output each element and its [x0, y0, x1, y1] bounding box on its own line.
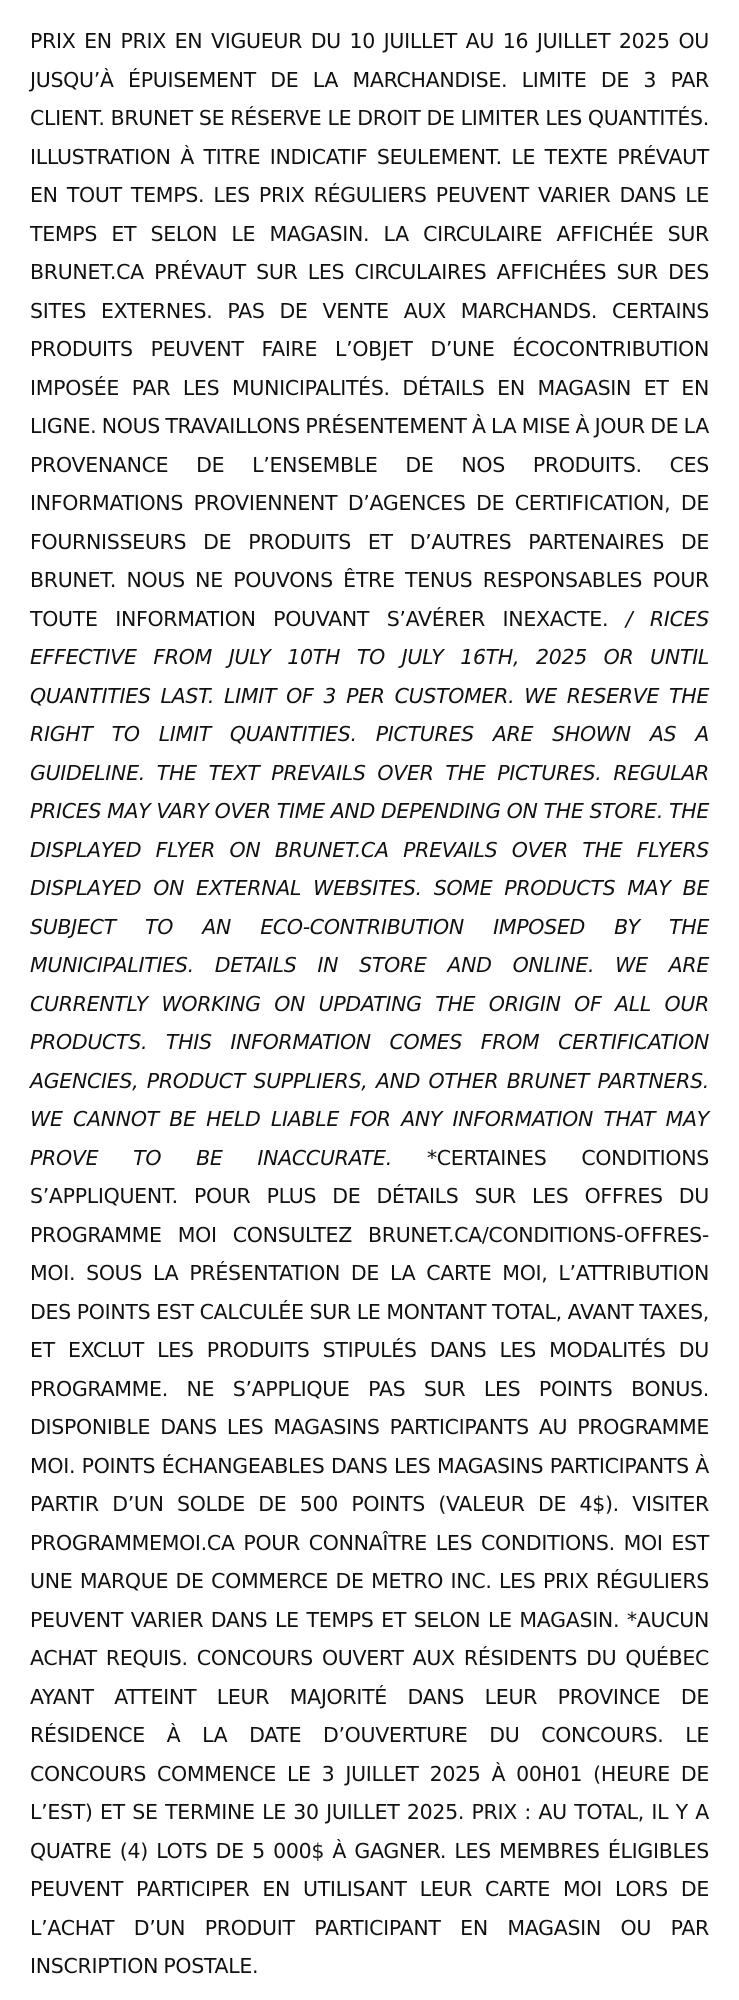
legal-fr-contest: *AUCUN ACHAT REQUIS. CONCOURS OUVERT AUX RÉSIDENTS DU QUÉBEC AYANT ATTEINT LEUR MAJORITÉ DANS LEUR PROVINCE DE RÉSIDENCE À LA DATE D’OUVERTURE DU CONCOURS. LE CONCOURS COMMENCE LE 3 JUILLET 2025 À 00H01 (HEURE DE L’EST) ET SE TERMINE LE 30 JUILLET 2025. PRIX : AU TOTAL, IL Y A QUATRE (4) LOTS DE 5 000$ À GAGNER. LES MEMBRES ÉLIGIBLES PEUVENT PARTICIPER EN UTILISANT LEUR CARTE MOI LORS DE L’ACHAT D’UN PRODUIT PARTICIPANT EN MAGASIN OU PAR INSCRIPTION POSTALE.	[30, 1607, 709, 1978]
legal-en-prices: / RICES EFFECTIVE FROM JULY 10TH TO JULY 16TH, 2025 OR UNTIL QUANTITIES LAST. LIMIT OF 3 PER CUSTOMER. WE RESERVE THE RIGHT TO LIMIT QUANTITIES. PICTURES ARE SHOWN AS A GUIDELINE. THE TEXT PREVAILS OVER THE PICTURES. REGULAR PRICES MAY VARY OVER TIME AND DEPENDING ON THE STORE. THE DISPLAYED FLYER ON BRUNET.CA PREVAILS OVER THE FLYERS DISPLAYED ON EXTERNAL WEBSITES. SOME PRODUCTS MAY BE SUBJECT TO AN ECO-CONTRIBUTION IMPOSED BY THE MUNICIPALITIES. DETAILS IN STORE AND ONLINE. WE ARE CURRENTLY WORKING ON UPDATING THE ORIGIN OF ALL OUR PRODUCTS. THIS INFORMATION COMES FROM CERTIFICATION AGENCIES, PRODUCT SUPPLIERS, AND OTHER BRUNET PARTNERS. WE CANNOT BE HELD LIABLE FOR ANY INFORMATION THAT MAY PROVE TO BE INACCURATE.	[30, 606, 709, 1170]
legal-fr-prices: PRIX EN PRIX EN VIGUEUR DU 10 JUILLET AU 16 JUILLET 2025 OU JUSQU’À ÉPUISEMENT DE LA MARCHANDISE. LIMITE DE 3 PAR CLIENT. BRUNET SE RÉSERVE LE DROIT DE LIMITER LES QUANTITÉS. ILLUSTRATION À TITRE INDICATIF SEULEMENT. LE TEXTE PRÉVAUT EN TOUT TEMPS. LES PRIX RÉGULIERS PEUVENT VARIER DANS LE TEMPS ET SELON LE MAGASIN. LA CIRCULAIRE AFFICHÉE SUR BRUNET.CA PRÉVAUT SUR LES CIRCULAIRES AFFICHÉES SUR DES SITES EXTERNES. PAS DE VENTE AUX MARCHANDS. CERTAINS PRODUITS PEUVENT FAIRE L’OBJET D’UNE ÉCOCONTRIBUTION IMPOSÉE PAR LES MUNICIPALITÉS. DÉTAILS EN MAGASIN ET EN LIGNE. NOUS TRAVAILLONS PRÉSENTEMENT À LA MISE À JOUR DE LA PROVENANCE DE L’ENSEMBLE DE NOS PRODUITS. CES INFORMATIONS PROVIENNENT D’AGENCES DE CERTIFICATION, DE FOURNISSEURS DE PRODUITS ET D’AUTRES PARTENAIRES DE BRUNET. NOUS NE POUVONS ÊTRE TENUS RESPONSABLES POUR TOUTE INFORMATION POUVANT S’AVÉRER INEXACTE.	[30, 29, 709, 631]
legal-fr-moi-program: *CERTAINES CONDITIONS S’APPLIQUENT. POUR PLUS DE DÉTAILS SUR LES OFFRES DU PROGRAMME MOI CONSULTEZ BRUNET.CA/CONDITIONS-OFFRES-MOI. SOUS LA PRÉSENTATION DE LA CARTE MOI, L’ATTRIBUTION DES POINTS EST CALCULÉE SUR LE MONTANT TOTAL, AVANT TAXES, ET EXCLUT LES PRODUITS STIPULÉS DANS LES MODALITÉS DU PROGRAMME. NE S’APPLIQUE PAS SUR LES POINTS BONUS. DISPONIBLE DANS LES MAGASINS PARTICIPANTS AU PROGRAMME MOI. POINTS ÉCHANGEABLES DANS LES MAGASINS PARTICIPANTS À PARTIR D’UN SOLDE DE 500 POINTS (VALEUR DE 4$). VISITER PROGRAMMEMOI.CA POUR CONNAÎTRE LES CONDITIONS. MOI EST UNE MARQUE DE COMMERCE DE METRO INC. LES PRIX RÉGULIERS PEUVENT VARIER DANS LE TEMPS ET SELON LE MAGASIN.	[30, 1145, 709, 1632]
